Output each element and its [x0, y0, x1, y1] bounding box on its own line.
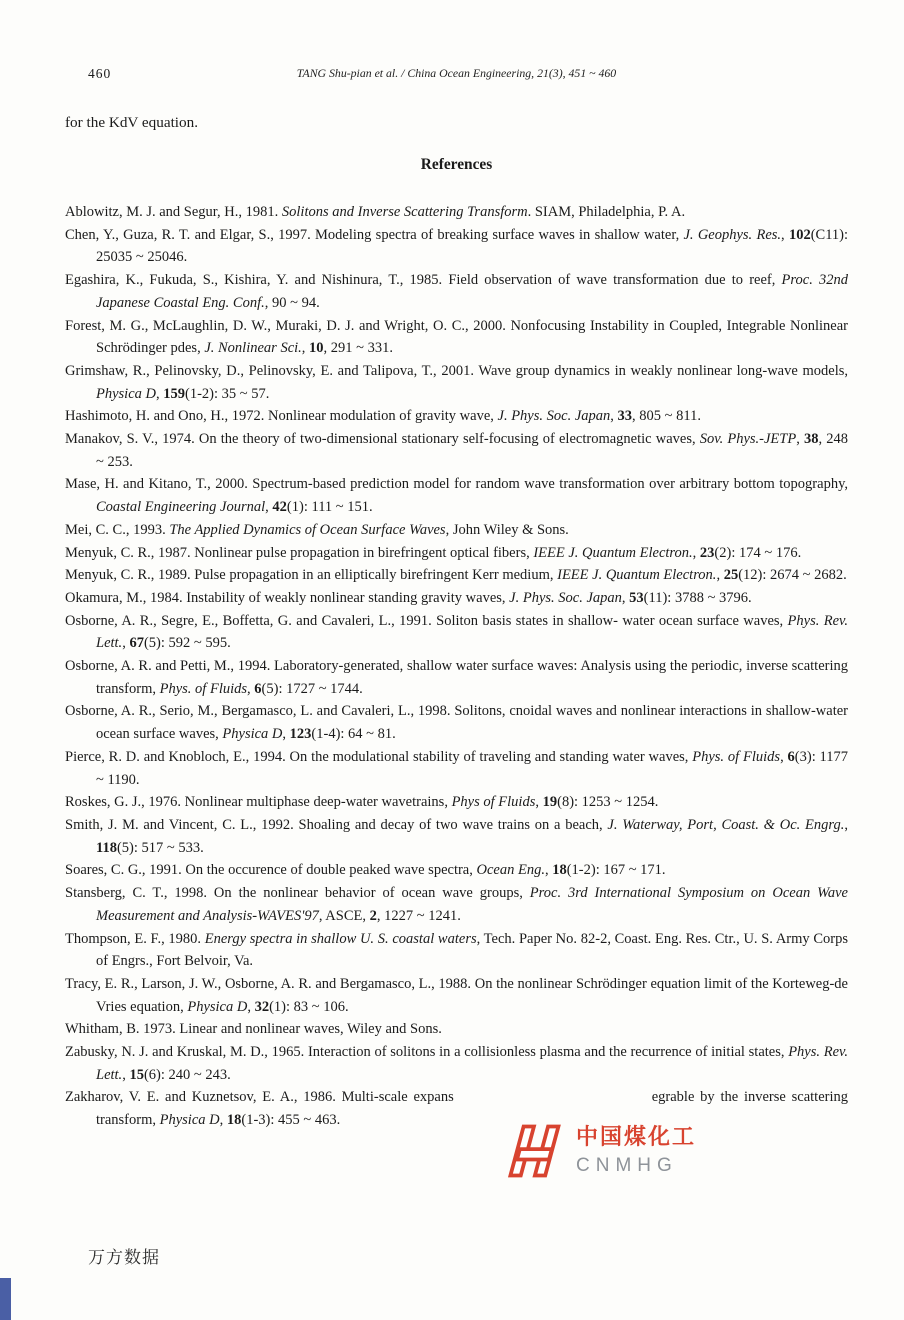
running-head: TANG Shu-pian et al. / China Ocean Engineering, 21(3), 451 ~ 460: [296, 66, 617, 80]
reference-item: [65, 269, 848, 314]
reference-text-segment: ,: [544, 862, 553, 879]
reference-text-segment: , ASCE,: [318, 907, 370, 924]
reference-text-segment: J. Geophys. Res.: [683, 226, 782, 243]
reference-item: [65, 360, 848, 405]
reference-text-segment: Phys. of Fluids: [692, 748, 781, 765]
reference-text-segment: . SIAM, Philadelphia, P. A.: [527, 204, 686, 220]
reference-text-segment: Ablowitz, M. J. and Segur, H., 1981.: [65, 204, 282, 220]
reference-text-segment: ,: [716, 567, 724, 584]
reference-text-segment: Hashimoto, H. and Ono, H., 1972. Nonlinear modulation of gravity wave,: [65, 408, 498, 425]
reference-text-segment: Phys. Rev. Lett.: [96, 612, 848, 652]
reference-text-segment: ,: [610, 408, 618, 425]
reference-text-segment: Physica D: [96, 385, 156, 402]
reference-item: [65, 519, 848, 542]
reference-text-segment: (1-2): 167 ~ 171.: [566, 862, 666, 879]
page-number: 460: [88, 66, 112, 81]
body-lead-text: for the KdV equation.: [65, 114, 199, 131]
reference-item: [65, 700, 848, 745]
reference-text-segment: Egashira, K., Fukuda, S., Kishira, Y. and Nishinura, T., 1985. Field observation of wave transformation due to reef,: [65, 272, 782, 289]
wanfang-data-footer-mark: 万方数据: [88, 1248, 160, 1268]
reference-text-segment: Thompson, E. F., 1980.: [65, 930, 205, 947]
reference-text-segment: Physica D: [187, 998, 248, 1015]
reference-text-segment: (3): 1177 ~ 1190.: [96, 748, 849, 788]
watermark-chinese-title: 中国煤化工: [576, 1125, 697, 1150]
reference-text-segment: , John Wiley & Sons.: [445, 521, 569, 538]
reference-item: [65, 928, 848, 973]
reference-text-segment: (12): 2674 ~ 2682.: [738, 567, 847, 584]
reference-text-segment: 38: [803, 431, 819, 448]
reference-text-segment: 23: [699, 544, 715, 561]
reference-item: [65, 1086, 848, 1131]
reference-text-segment: Physica D: [222, 726, 283, 743]
reference-text-segment: (5): 517 ~ 533.: [116, 839, 204, 856]
reference-text-segment: 33: [617, 408, 633, 425]
reference-item: [65, 428, 848, 473]
reference-text-segment: (5): 1727 ~ 1744.: [261, 680, 363, 697]
reference-item: [65, 1041, 848, 1086]
reference-text-segment: ,: [535, 794, 543, 811]
reference-text-segment: ,: [692, 544, 700, 561]
reference-text-segment: Whitham, B. 1973. Linear and nonlinear waves, Wiley and Sons.: [65, 1021, 442, 1038]
reference-text-segment: J. Waterway, Port, Coast. & Oc. Engrg.: [607, 816, 845, 833]
reference-text-segment: ,: [265, 499, 273, 516]
reference-text-segment: , 291 ~ 331.: [323, 340, 394, 357]
reference-item: [65, 610, 848, 655]
reference-text-segment: Mase, H. and Kitano, T., 2000. Spectrum-based prediction model for random wave transformation over arbitrary bottom topography,: [65, 476, 848, 493]
reference-text-segment: ,: [122, 635, 130, 652]
reference-text-segment: ,: [781, 226, 789, 243]
reference-text-segment: Okamura, M., 1984. Instability of weakly nonlinear standing gravity waves,: [65, 589, 510, 606]
reference-text-segment: Menyuk, C. R., 1987. Nonlinear pulse propagation in birefringent optical fibers,: [65, 544, 534, 561]
reference-list: [65, 201, 848, 1132]
reference-text-segment: Zabusky, N. J. and Kruskal, M. D., 1965. Interaction of solitons in a collisionless plasma and the recurrence of initial states,: [65, 1044, 789, 1061]
reference-text-segment: IEEE J. Quantum Electron.: [557, 567, 717, 584]
reference-item: [65, 587, 848, 610]
reference-item: [65, 814, 848, 859]
reference-text-segment: (1): 111 ~ 151.: [286, 499, 373, 516]
reference-text-segment: 2: [369, 907, 377, 924]
reference-text-segment: (C11): 25035 ~ 25046.: [96, 226, 849, 266]
reference-text-segment: Roskes, G. J., 1976. Nonlinear multiphase deep-water wavetrains,: [65, 794, 452, 811]
reference-text-segment: Chen, Y., Guza, R. T. and Elgar, S., 1997. Modeling spectra of breaking surface waves in shallow water,: [65, 226, 684, 243]
reference-text-segment: 10: [309, 340, 324, 357]
reference-text-segment: ,: [219, 1112, 227, 1129]
reference-text-segment: Solitons and Inverse Scattering Transform: [281, 204, 528, 220]
reference-text-segment: 6: [787, 748, 795, 765]
reference-text-segment: egrable by the inverse scattering transform,: [96, 1089, 848, 1129]
reference-text-segment: ,: [301, 340, 310, 357]
reference-text-segment: Manakov, S. V., 1974. On the theory of two-dimensional stationary self-focusing of electromagnetic waves,: [65, 431, 700, 448]
reference-item: [65, 201, 848, 224]
reference-text-segment: Forest, M. G., McLaughlin, D. W., Muraki, D. J. and Wright, O. C., 2000. Nonfocusing Instability in Coupled, Integrable Nonlinear Schrödinger pdes,: [65, 317, 848, 357]
reference-text-segment: 6: [254, 680, 262, 697]
coal-chem-logo-icon: [499, 1119, 567, 1183]
reference-item: [65, 791, 848, 814]
reference-text-segment: Osborne, A. R., Serio, M., Bergamasco, L. and Cavaleri, L., 1998. Solitons, cnoidal waves and nonlinear interactions in shallow-water ocean surface waves,: [65, 703, 848, 743]
reference-text-segment: Physica D: [159, 1112, 220, 1129]
reference-text-segment: Osborne, A. R. and Petti, M., 1994. Laboratory-generated, shallow water surface waves: Analysis using the periodic, inverse scattering transform,: [65, 658, 848, 697]
reference-text-segment: Osborne, A. R., Segre, E., Boffetta, G. and Cavaleri, L., 1991. Soliton basis states in shallow- water ocean surface waves,: [65, 612, 788, 629]
reference-text-segment: , 90 ~ 94.: [264, 294, 320, 311]
reference-text-segment: 42: [272, 499, 287, 516]
reference-text-segment: Phys of Fluids: [451, 794, 536, 811]
reference-text-segment: IEEE J. Quantum Electron.: [533, 544, 693, 561]
reference-text-segment: (6): 240 ~ 243.: [143, 1066, 231, 1083]
reference-text-segment: (2): 174 ~ 176.: [714, 544, 802, 561]
reference-text-segment: 18: [552, 862, 567, 879]
reference-text-segment: ,: [621, 589, 630, 606]
reference-text-segment: ,: [122, 1066, 130, 1083]
reference-text-segment: (5): 592 ~ 595.: [143, 635, 231, 652]
reference-text-segment: 25: [723, 567, 739, 584]
reference-text-segment: (11): 3788 ~ 3796.: [643, 589, 752, 606]
references-section-title: References: [420, 156, 493, 173]
reference-text-segment: J. Nonlinear Sci.: [204, 340, 302, 357]
reference-text-segment: ,: [282, 726, 290, 743]
reference-text-segment: Energy spectra in shallow U. S. coastal waters: [204, 930, 477, 947]
reference-item: [65, 473, 848, 518]
watermark-covered-gap: [454, 1100, 652, 1101]
reference-text-segment: ,: [247, 998, 255, 1015]
reference-text-segment: J. Phys. Soc. Japan: [497, 408, 611, 425]
reference-text-segment: ,: [156, 385, 164, 402]
reference-text-segment: Menyuk, C. R., 1989. Pulse propagation in an elliptically birefringent Kerr medium,: [65, 567, 558, 584]
reference-item: [65, 973, 848, 1018]
reference-text-segment: 32: [254, 998, 270, 1015]
reference-text-segment: (1-4): 64 ~ 81.: [311, 726, 396, 743]
reference-text-segment: Zakharov, V. E. and Kuznetsov, E. A., 1986. Multi-scale expans: [65, 1089, 454, 1106]
reference-text-segment: Smith, J. M. and Vincent, C. L., 1992. Shoaling and decay of two wave trains on a beach,: [65, 816, 608, 833]
watermark-text-block: [576, 1123, 696, 1179]
reference-text-segment: Proc. 3rd International Symposium on Ocean Wave Measurement and Analysis-WAVES'97: [96, 885, 848, 924]
reference-item: [65, 564, 848, 587]
reference-item: [65, 1018, 848, 1041]
watermark-latin-subtitle: CNMHG: [576, 1155, 678, 1176]
reference-text-segment: Sov. Phys.-JETP: [699, 431, 797, 448]
reference-item: [65, 224, 848, 269]
reference-text-segment: Coastal Engineering Journal: [96, 499, 266, 516]
reference-text-segment: , Tech. Paper No. 82-2, Coast. Eng. Res. Ctr., U. S. Army Corps of Engrs., Fort Belvoir, Va.: [96, 930, 849, 970]
reference-text-segment: ,: [780, 748, 788, 765]
reference-text-segment: , 1227 ~ 1241.: [376, 907, 461, 924]
reference-text-segment: 18: [226, 1112, 242, 1129]
reference-text-segment: 159: [163, 385, 185, 402]
reference-text-segment: Grimshaw, R., Pelinovsky, D., Pelinovsky, E. and Talipova, T., 2001. Wave group dynamics in weakly nonlinear long-wave models,: [65, 362, 848, 379]
reference-text-segment: (8): 1253 ~ 1254.: [557, 794, 659, 811]
reference-text-segment: Stansberg, C. T., 1998. On the nonlinear behavior of ocean wave groups,: [65, 885, 530, 902]
reference-text-segment: 53: [629, 589, 644, 606]
page-header: [65, 0, 848, 86]
reference-item: [65, 542, 848, 565]
reference-text-segment: 19: [542, 794, 558, 811]
scan-edge-artifact: [0, 1278, 11, 1320]
reference-text-segment: 118: [96, 839, 117, 856]
reference-text-segment: Proc. 32nd Japanese Coastal Eng. Conf.: [96, 272, 848, 311]
reference-text-segment: (1): 83 ~ 106.: [269, 998, 349, 1015]
reference-item: [65, 655, 848, 700]
reference-text-segment: (1-2): 35 ~ 57.: [185, 385, 270, 402]
reference-text-segment: ,: [844, 816, 848, 833]
reference-text-segment: Pierce, R. D. and Knobloch, E., 1994. On the modulational stability of traveling and standing water waves,: [65, 748, 693, 765]
reference-text-segment: ,: [247, 680, 255, 697]
reference-text-segment: J. Phys. Soc. Japan: [509, 589, 622, 606]
reference-text-segment: Soares, C. G., 1991. On the occurence of double peaked wave spectra,: [65, 862, 477, 879]
reference-text-segment: ,: [796, 431, 804, 448]
reference-text-segment: Ocean Eng.: [476, 862, 545, 879]
reference-item: [65, 405, 848, 428]
reference-text-segment: Mei, C. C., 1993.: [65, 521, 170, 538]
reference-text-segment: , 248 ~ 253.: [96, 431, 848, 470]
reference-text-segment: , 805 ~ 811.: [632, 408, 701, 425]
reference-item: [65, 315, 848, 360]
reference-item: [65, 882, 848, 927]
reference-item: [65, 746, 848, 791]
reference-item: [65, 859, 848, 882]
reference-text-segment: Phys. Rev. Lett.: [96, 1044, 848, 1083]
reference-text-segment: 67: [129, 635, 144, 652]
reference-text-segment: 123: [289, 726, 312, 743]
reference-text-segment: (1-3): 455 ~ 463.: [241, 1112, 341, 1129]
reference-text-segment: 102: [788, 226, 811, 243]
reference-text-segment: Tracy, E. R., Larson, J. W., Osborne, A. R. and Bergamasco, L., 1988. On the nonlinear Schrödinger equation limit of the Korteweg-de Vries equation,: [65, 975, 848, 1015]
watermark-badge: [499, 1110, 721, 1192]
reference-text-segment: Phys. of Fluids: [159, 680, 248, 697]
reference-text-segment: 15: [129, 1066, 144, 1083]
reference-text-segment: The Applied Dynamics of Ocean Surface Waves: [169, 521, 446, 538]
